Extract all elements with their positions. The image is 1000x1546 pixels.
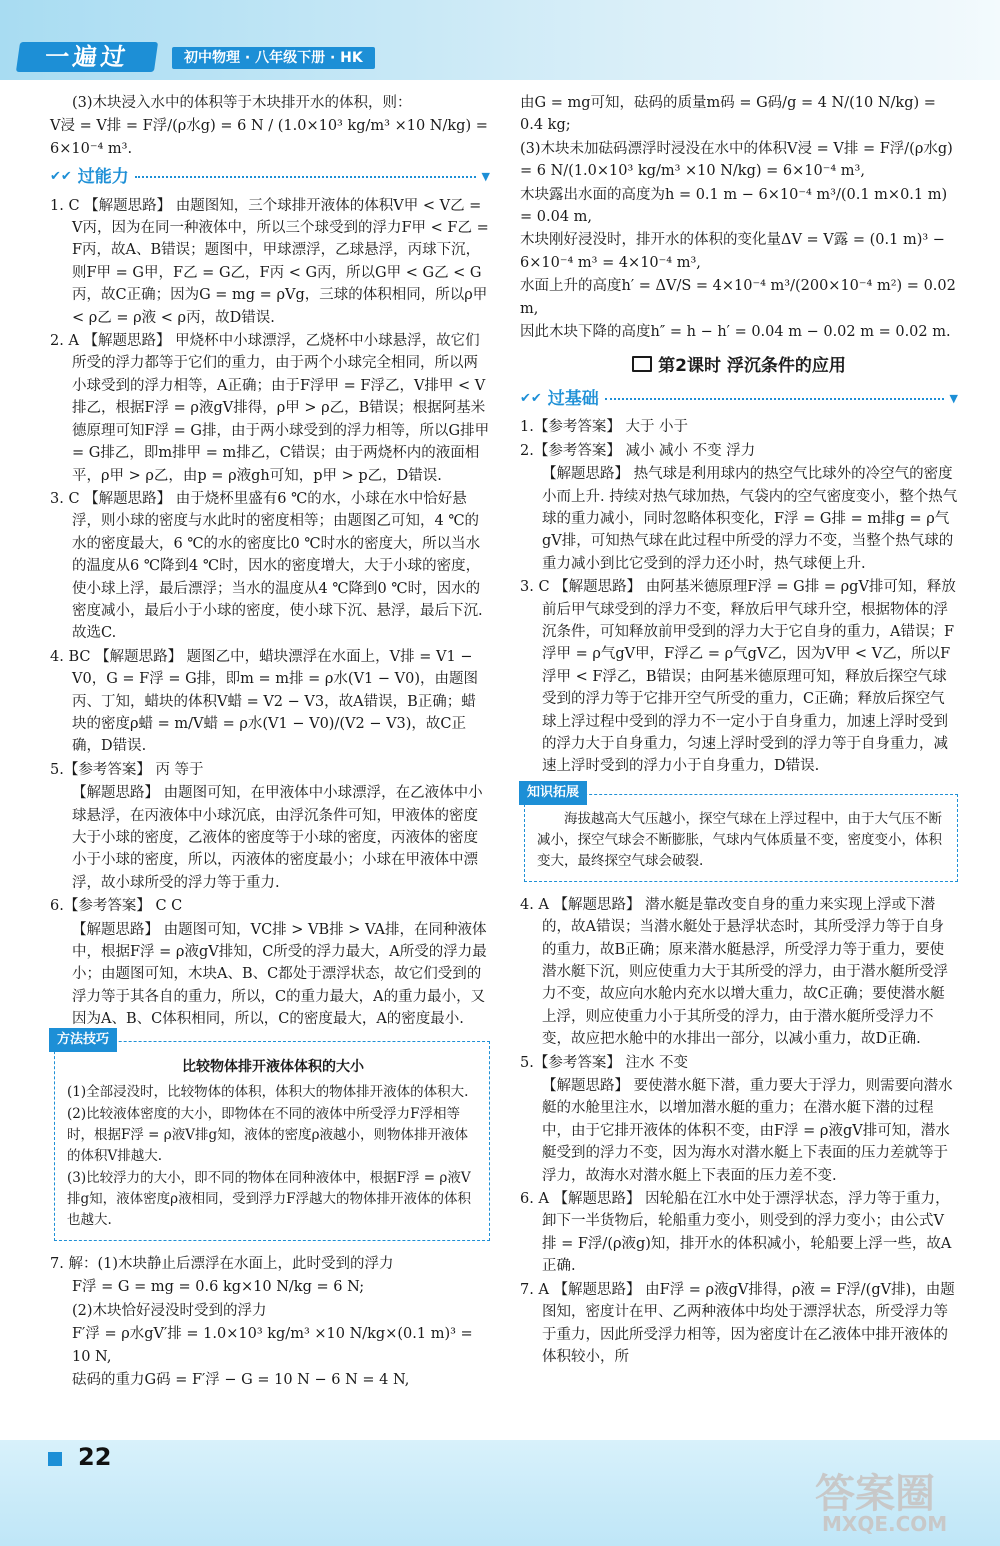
solution-text: 【解题思路】 要使潜水艇下潜，重力要大于浮力，则需要向潜水艇的水舱里注水，以增加潜水艇的重力；在潜水艇下潜的过程中，由于它排开液体的体积不变，由F浮 = ρ液gV排可知，潜水艇受到的浮力不变，因为海水对潜水艇上下表面的压力差就等于浮力，故海水对潜水艇上下表面的压力差不变. (542, 1078, 953, 1184)
page-number: 22 (78, 1443, 112, 1471)
method-tip-box (54, 1031, 490, 1241)
solution-text: 【解题思路】 由题图可知，在甲液体中小球漂浮，在乙液体中小球悬浮，在丙液体中小球沉底，由浮沉条件可知，甲液体的密度大于小球的密度，乙液体的密度等于小球的密度，丙液体的密度小于小球的密度，所以，丙液体的密度最小；小球在甲液体中漂浮，故小球所受的浮力等于重力. (72, 785, 483, 891)
answer-item: 4. A 【解题思路】 潜水艇是靠改变自身的重力来实现上浮或下潜的，故A错误；当潜水艇处于悬浮状态时，其所受浮力等于自身的重力，故B正确；原来潜水艇悬浮，所受浮力等于重力，要使潜水艇下沉，则应使重力大于其所受的浮力，由于潜水艇所受浮力不变，故应向水舱内充水以增大重力，故C正确；要使潜水艇上浮，则应使重力小于其所受的浮力，由于潜水艇所受浮力不变，故应把水舱中的水排出一部分，以减小重力，故D正确. (520, 896, 948, 1048)
dotted-divider (605, 398, 944, 400)
subject-badge: 初中物理 · 八年级下册 · HK (172, 47, 375, 69)
answer-key: 5.【参考答案】 丙 等于 (50, 761, 204, 778)
tip-line: (1)全部浸没时，比较物体的体积，体积大的物体排开液体的体积大. (67, 1084, 469, 1101)
section-title: 过基础 (547, 388, 599, 409)
formula-line: V浸 = V排 = F浮/(ρ水g) = 6 N / (1.0×10³ kg/m³ ×10 N/kg) = 6×10⁻⁴ m³. (50, 118, 488, 157)
watermark-url: MXQE.COM (822, 1512, 948, 1536)
page-marker-icon (48, 1452, 62, 1466)
solution-line: 因此木块下降的高度h″ = h − h′ = 0.04 m − 0.02 m = 0.02 m. (520, 324, 951, 341)
text-line: (3)木块浸入水中的体积等于木块排开水的体积，则： (72, 95, 412, 111)
page-header (0, 0, 1000, 80)
solution-line: 7. 解：(1)木块静止后漂浮在水面上，此时受到的浮力 (50, 1256, 394, 1273)
solution-line: F浮 = G = mg = 0.6 kg×10 N/kg = 6 N; (72, 1279, 365, 1296)
answer-item: 7. A 【解题思路】 由F浮 = ρ液gV排得，ρ液 = F浮/(gV排)，由题图知，密度计在甲、乙两种液体中均处于漂浮状态，所受浮力等于重力，因此所受浮力相等，因为密度计在乙液体中排开液体的体积较小，所 (520, 1281, 955, 1365)
answer-key: 5.【参考答案】 注水 不变 (520, 1054, 689, 1071)
lesson-title: 第2课时 浮沉条件的应用 (520, 355, 958, 377)
knowledge-tag: 知识拓展 (519, 781, 587, 805)
knowledge-text: 海拔越高大气压越小，探空气球在上浮过程中，由于大气压不断减小，探空气球会不断膨胀，气球内气体质量不变，密度变小，体积变大，最终探空气球会破裂. (537, 810, 942, 869)
answer-item: 2. A 【解题思路】 甲烧杯中小球漂浮，乙烧杯中小球悬浮，故它们所受的浮力都等于它们的重力，由于两个小球完全相同，所以两小球受到的浮力相等，A正确；由于F浮甲 = F浮乙，V排甲 < V排乙，根据F浮 = ρ液gV排得，ρ甲 > ρ乙，B错误；根据阿基米德原理可知F浮 = G排，由于两小球受到的浮力相等，所以G排甲 = G排乙，即m排甲 = m排乙，C错误；由于两烧杯内的液面相平，ρ甲 > ρ乙，由p = ρ液gh可知，p甲 > p乙，D错误. (50, 333, 490, 484)
arrow-down-icon: ▼ (481, 170, 490, 184)
right-column (520, 92, 958, 1369)
solution-line: (2)木块恰好浸没时受到的浮力 (72, 1302, 267, 1319)
arrow-down-icon: ▼ (949, 391, 958, 405)
solution-text: 【解题思路】 热气球是利用球内的热空气比球外的冷空气的密度小而上升. 持续对热气球加热，气袋内的空气密度变小，整个热气球的重力减小，同时忽略体积变化，F浮 = G排 = m排g = ρ气gV排，可知热气球在此过程中所受的浮力不变，当整个热气球的重力减小到比它受到的浮力还小时，热气球便上升. (542, 466, 958, 572)
section-header (520, 388, 958, 410)
check-marks-icon: ✔✔ (50, 169, 72, 185)
section-title: 过能力 (77, 167, 129, 188)
solution-line: 水面上升的高度h′ = ΔV/S = 4×10⁻⁴ m³/(200×10⁻⁴ m²) = 0.02 m, (520, 278, 956, 317)
solution-text: 【解题思路】 由题图可知，VC排 > VB排 > VA排，在同种液体中，根据F浮 = ρ液gV排知，C所受的浮力最大，A所受的浮力最小；由题图可知，木块A、B、C都处于漂浮状态，故它们受到的浮力等于其各自的重力，所以，C的重力最大，A的重力最小，又因为A、B、C体积相同，所以，C的密度最大，A的密度最小. (72, 921, 487, 1028)
answer-key: 6.【参考答案】 C C (50, 898, 183, 915)
tip-line: (2)比较液体密度的大小，即物体在不同的液体中所受浮力F浮相等时，根据F浮 = ρ液V排g知，液体的密度ρ液越小，则物体排开液体的体积V排越大. (67, 1106, 469, 1165)
section-header (50, 166, 490, 188)
answer-item: 1. C 【解题思路】 由题图知，三个球排开液体的体积V甲 < V乙 = V丙，因为在同一种液体中，所以三个球受到的浮力F甲 < F乙 = F丙，故A、B错误；题图中，甲球漂浮，乙球悬浮，丙球下沉，则F甲 = G甲，F乙 = G乙，F丙 < G丙，所以G甲 < G乙 < G丙，故C正确；因为G = mg = ρVg，三球的体积相同，所以ρ甲 < ρ乙 = ρ液 < ρ丙，故D错误. (50, 197, 489, 326)
brand-logo: 一遍过 (16, 42, 158, 72)
tip-line: (3)比较浮力的大小，即不同的物体在同种液体中，根据F浮 = ρ液V排g知，液体密度ρ液相同，受到浮力F浮越大的物体排开液体的体积也越大. (67, 1170, 471, 1229)
answer-key: 1.【参考答案】 大于 小于 (520, 419, 689, 436)
watermark-logo: 答案圈 (815, 1471, 935, 1517)
solution-line: 由G = mg可知，砝码的质量m码 = G码/g = 4 N/(10 N/kg) = 0.4 kg; (520, 95, 936, 134)
dotted-divider (135, 176, 476, 178)
solution-line: F′浮 = ρ水gV′排 = 1.0×10³ kg/m³ ×10 N/kg×(0.1 m)³ = 10 N, (72, 1326, 473, 1365)
book-icon (632, 356, 652, 372)
answer-key: 2.【参考答案】 减小 减小 不变 浮力 (520, 442, 756, 459)
answer-item: 4. BC 【解题思路】 题图乙中，蜡块漂浮在水面上，V排 = V1 − V0，G = F浮 = G排，即m = m排 = ρ水(V1 − V0)，由题图丙、丁知，蜡块的体积V蜡 = V2 − V3，故A错误，B正确；蜡块的密度ρ蜡 = m/V蜡 = ρ水(V1 − V0)/(V2 − V3)，故C正确，D错误. (50, 648, 478, 755)
knowledge-box (524, 784, 958, 882)
answer-item: 6. A 【解题思路】 因轮船在江水中处于漂浮状态，浮力等于重力，卸下一半货物后，轮船重力变小，则受到的浮力变小；由公式V排 = F浮/(ρ液g)知，排开水的体积减小，轮船要上浮一些，故A正确. (520, 1191, 952, 1275)
answer-item: 3. C 【解题思路】 由阿基米德原理F浮 = G排 = ρgV排可知，释放前后甲气球受到的浮力不变，释放后甲气球升空，根据物体的浮沉条件，可知释放前甲受到的浮力大于它自身的重力，A错误；F浮甲 = ρ气gV甲，F浮乙 = ρ气gV乙，因为V甲 < V乙，所以F浮甲 < F浮乙，B错误；由阿基米德原理可知，释放后探空气球受到的浮力等于它排开空气所受的重力，C正确；释放后探空气球上浮过程中受到的浮力不一定小于自身重力，加速上浮时受到的浮力大于自身重力，匀速上浮时受到的浮力等于自身重力，减速上浮时受到的浮力小于自身重力，D错误. (520, 579, 956, 775)
answer-item: 3. C 【解题思路】 由于烧杯里盛有6 ℃的水，小球在水中恰好悬浮，则小球的密度与水此时的密度相等；由题图乙可知，4 ℃的水的密度最大，6 ℃的水的密度比0 ℃时水的密度大，所以当水的温度从6 ℃降到4 ℃时，因水的密度增大，大于小球的密度，使小球上浮，最后漂浮；当水的温度从4 ℃降到0 ℃时，因水的密度减小，最后小于小球的密度，使小球下沉、悬浮，最后下沉. 故选C. (50, 490, 483, 642)
check-marks-icon: ✔✔ (520, 390, 542, 406)
solution-line: 木块刚好浸没时，排开水的体积的变化量ΔV = V露 = (0.1 m)³ − 6×10⁻⁴ m³ = 4×10⁻⁴ m³, (520, 232, 945, 271)
solution-line: (3)木块未加砝码漂浮时浸没在水中的体积V浸 = V排 = F浮/(ρ水g) = 6 N/(1.0×10³ kg/m³ ×10 N/kg) = 6×10⁻⁴ m³, (520, 140, 953, 180)
tip-tag: 方法技巧 (49, 1028, 117, 1052)
left-column (50, 92, 490, 1393)
solution-line: 砝码的重力G码 = F′浮 − G = 10 N − 6 N = 4 N, (72, 1372, 410, 1389)
solution-line: 木块露出水面的高度为h = 0.1 m − 6×10⁻⁴ m³/(0.1 m×0.1 m) = 0.04 m, (520, 186, 948, 226)
tip-title: 比较物体排开液体体积的大小 (182, 1058, 364, 1075)
